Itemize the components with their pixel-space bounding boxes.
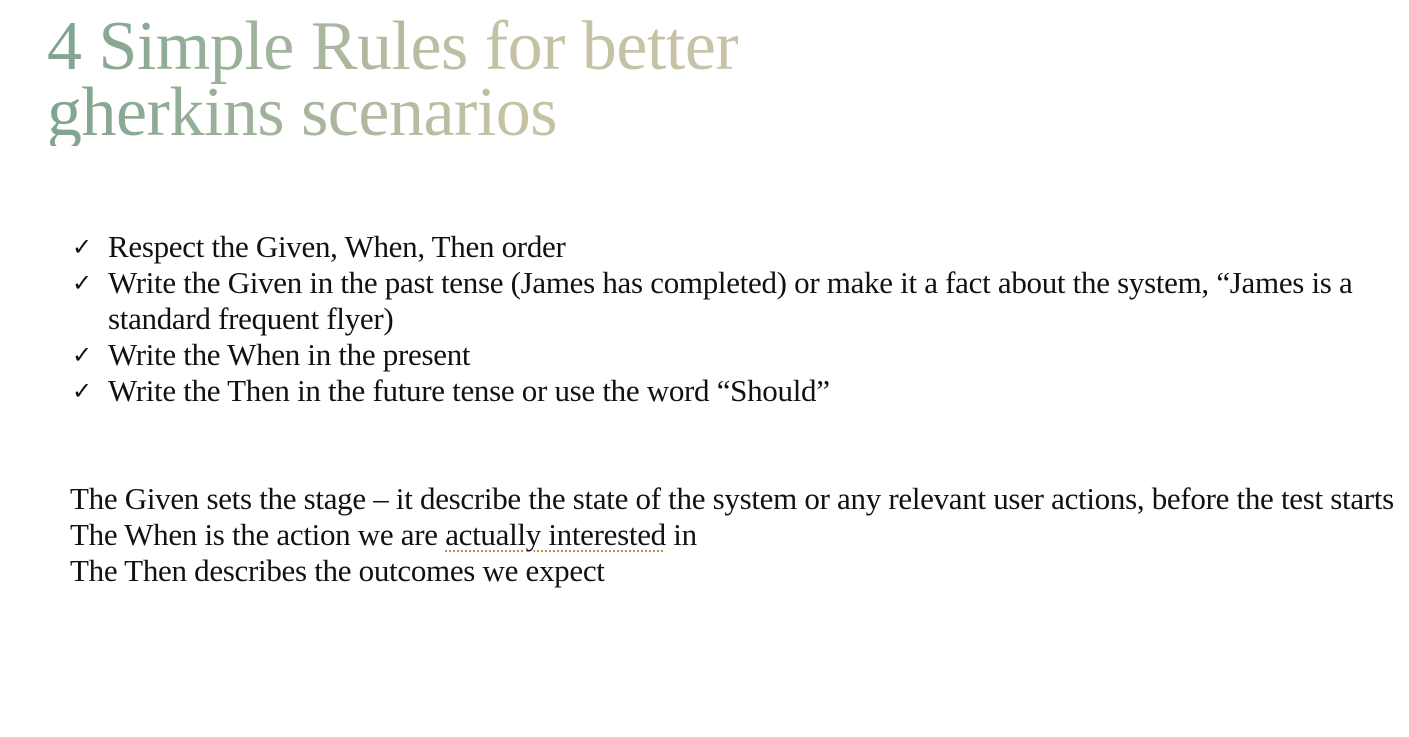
given-explanation: The Given sets the stage – it describe the state of the system or any relevant user actions, before the test starts xyxy=(70,481,1394,516)
spellcheck-flagged-phrase[interactable]: actually interested xyxy=(445,517,666,552)
explanations-block xyxy=(70,481,1400,589)
rule-text: Respect the Given, When, Then order xyxy=(108,229,566,264)
rule-text: Write the Then in the future tense or use the word “Should” xyxy=(108,373,830,408)
check-icon: ✓ xyxy=(72,377,92,405)
rules-list xyxy=(70,229,1395,409)
check-icon: ✓ xyxy=(72,233,92,261)
when-explanation xyxy=(70,517,1400,553)
rule-item-4 xyxy=(70,373,1395,409)
when-text-start: The When is the action we are xyxy=(70,517,446,552)
then-explanation: The Then describes the outcomes we expect xyxy=(70,553,605,588)
rule-item-1 xyxy=(70,229,1395,265)
slide-title-line-2: gherkins scenarios xyxy=(47,74,558,151)
rule-item-3 xyxy=(70,337,1395,373)
check-icon: ✓ xyxy=(72,341,92,369)
slide-title-line-1: 4 Simple Rules for better xyxy=(47,8,739,85)
when-text-end: in xyxy=(665,517,697,552)
check-icon: ✓ xyxy=(72,269,92,297)
rule-item-2 xyxy=(70,265,1395,337)
slide-title xyxy=(47,8,739,151)
rule-text: Write the Given in the past tense (James has completed) or make it a fact about the system, “James is a standard frequent flyer) xyxy=(108,265,1353,336)
rule-text: Write the When in the present xyxy=(108,337,471,372)
